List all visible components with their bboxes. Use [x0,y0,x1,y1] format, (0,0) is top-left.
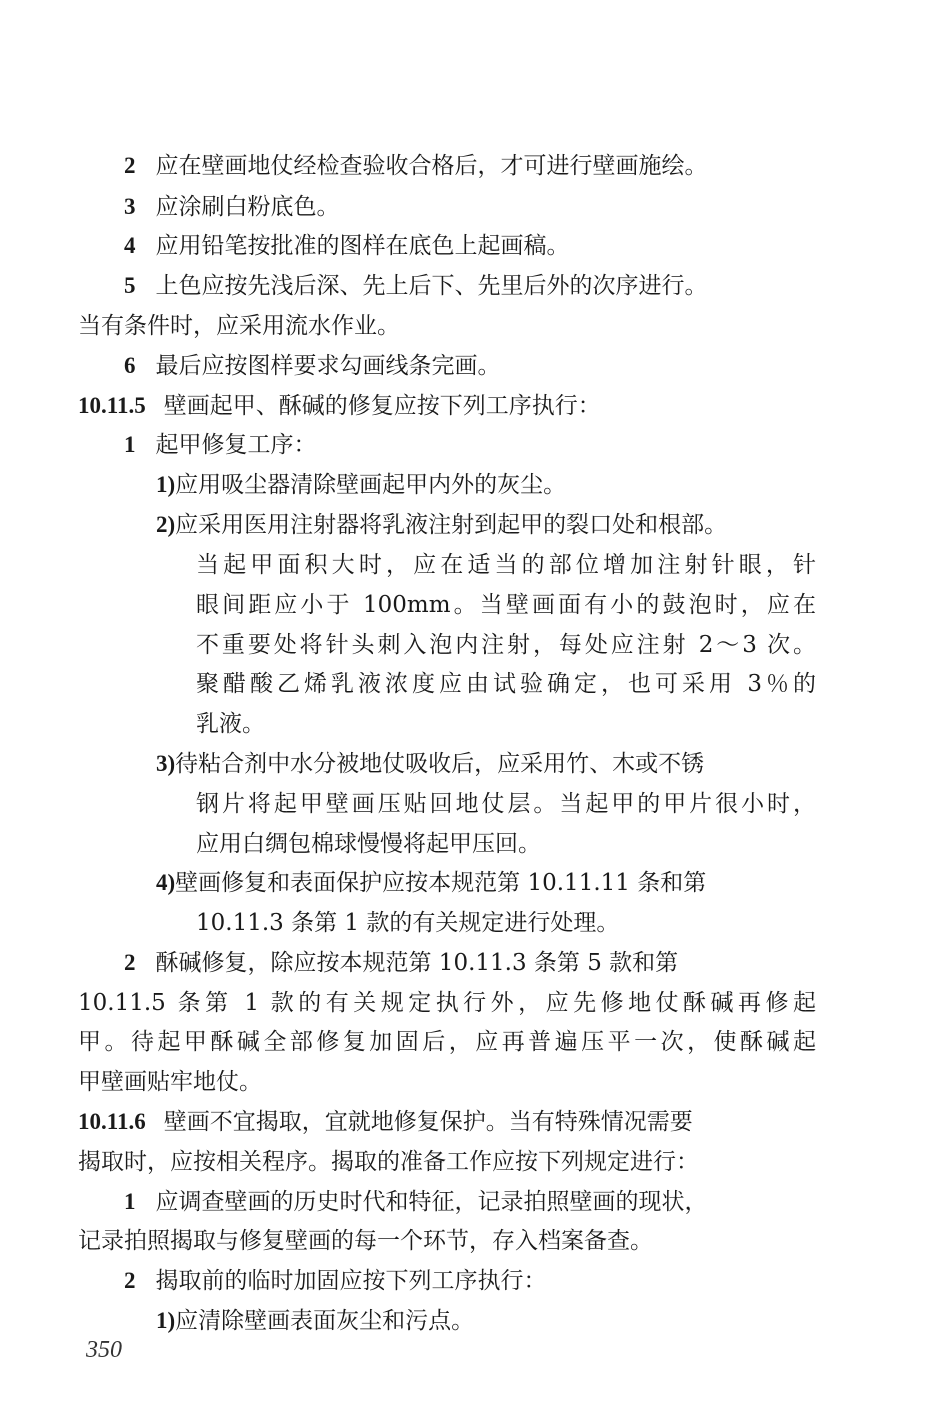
paragraph-line: 甲壁画贴牢地仗。 [78,1069,262,1095]
page-number: 350 [86,1337,122,1363]
paragraph-line: 揭取时，应按相关程序。揭取的准备工作应按下列规定进行： [78,1149,699,1175]
paragraph-line: 眼间距应小于 100mm。当壁画面有小的鼓泡时，应在 [196,592,816,618]
list-item [124,226,570,266]
sub-item-number: 1) [156,1308,176,1333]
paragraph-line: 乳液。 [196,711,265,737]
paragraph-line: 当起甲面积大时，应在适当的部位增加注射针眼，针 [196,552,816,578]
list-item [124,146,708,186]
sub-item-number: 4) [156,870,176,895]
item-text: 上色应按先浅后深、先上后下、先里后外的次序进行。 [155,273,708,299]
sub-item-text: 壁画修复和表面保护应按本规范第 10.11.11 条和第 [175,870,707,896]
item-number: 1 [124,432,136,457]
sub-item [156,505,727,545]
paragraph-line: 钢片将起甲壁画压贴回地仗层。当起甲的甲片很小时， [196,791,816,817]
clause-text: 壁画不宜揭取，宜就地修复保护。当有特殊情况需要 [163,1109,693,1135]
list-item [124,266,708,306]
paragraph-line: 10.11.5 条第 1 款的有关规定执行外，应先修地仗酥碱再修起 [78,990,816,1016]
list-item [124,1182,708,1222]
item-text: 揭取前的临时加固应按下列工序执行： [155,1268,547,1294]
item-text: 起甲修复工序： [155,432,317,458]
sub-item-number: 1) [156,472,176,497]
paragraph-line: 不重要处将针头刺入泡内注射，每处应注射 2～3 次。 [196,632,816,658]
clause-text: 壁画起甲、酥碱的修复应按下列工序执行： [163,393,601,419]
list-item [124,346,501,386]
sub-item [156,1301,474,1341]
sub-item [156,863,706,903]
sub-item-text: 应清除壁画表面灰尘和污点。 [175,1308,475,1334]
item-number: 2 [124,1268,136,1293]
paragraph-line: 应用白绸包棉球慢慢将起甲压回。 [196,831,541,857]
list-item [124,187,340,227]
list-item [124,1261,547,1301]
clause-heading [78,1102,693,1142]
item-number: 4 [124,233,136,258]
clause-heading [78,386,601,426]
sub-item-text: 应采用医用注射器将乳液注射到起甲的裂口处和根部。 [175,512,728,538]
paragraph-line: 甲。待起甲酥碱全部修复加固后，应再普遍压平一次，使酥碱起 [78,1029,816,1055]
list-item [124,425,317,465]
sub-item-text: 待粘合剂中水分被地仗吸收后，应采用竹、木或不锈 [175,751,705,777]
sub-item [156,465,566,505]
item-text: 最后应按图样要求勾画线条完画。 [155,353,501,379]
paragraph-line: 记录拍照揭取与修复壁画的每一个环节，存入档案备查。 [78,1228,653,1254]
sub-item [156,744,704,784]
item-number: 6 [124,353,136,378]
list-item [124,943,678,983]
item-text: 应用铅笔按批准的图样在底色上起画稿。 [155,233,570,259]
clause-number: 10.11.5 [78,393,146,418]
item-number: 1 [124,1189,136,1214]
item-number: 2 [124,950,136,975]
item-number: 5 [124,273,136,298]
item-text: 应调查壁画的历史时代和特征，记录拍照壁画的现状， [155,1189,708,1215]
item-number: 3 [124,194,136,219]
item-text: 酥碱修复，除应按本规范第 10.11.3 条第 5 款和第 [155,950,679,976]
item-text: 应涂刷白粉底色。 [155,194,340,220]
sub-item-number: 2) [156,512,176,537]
sub-item-number: 3) [156,751,176,776]
sub-item-text: 应用吸尘器清除壁画起甲内外的灰尘。 [175,472,567,498]
item-number: 2 [124,153,136,178]
item-text: 应在壁画地仗经检查验收合格后，才可进行壁画施绘。 [155,153,708,179]
paragraph-line: 聚醋酸乙烯乳液浓度应由试验确定，也可采用 3％的 [196,671,816,697]
paragraph-line: 10.11.3 条第 1 款的有关规定进行处理。 [196,910,620,936]
paragraph-line: 当有条件时，应采用流水作业。 [78,313,400,339]
clause-number: 10.11.6 [78,1109,146,1134]
